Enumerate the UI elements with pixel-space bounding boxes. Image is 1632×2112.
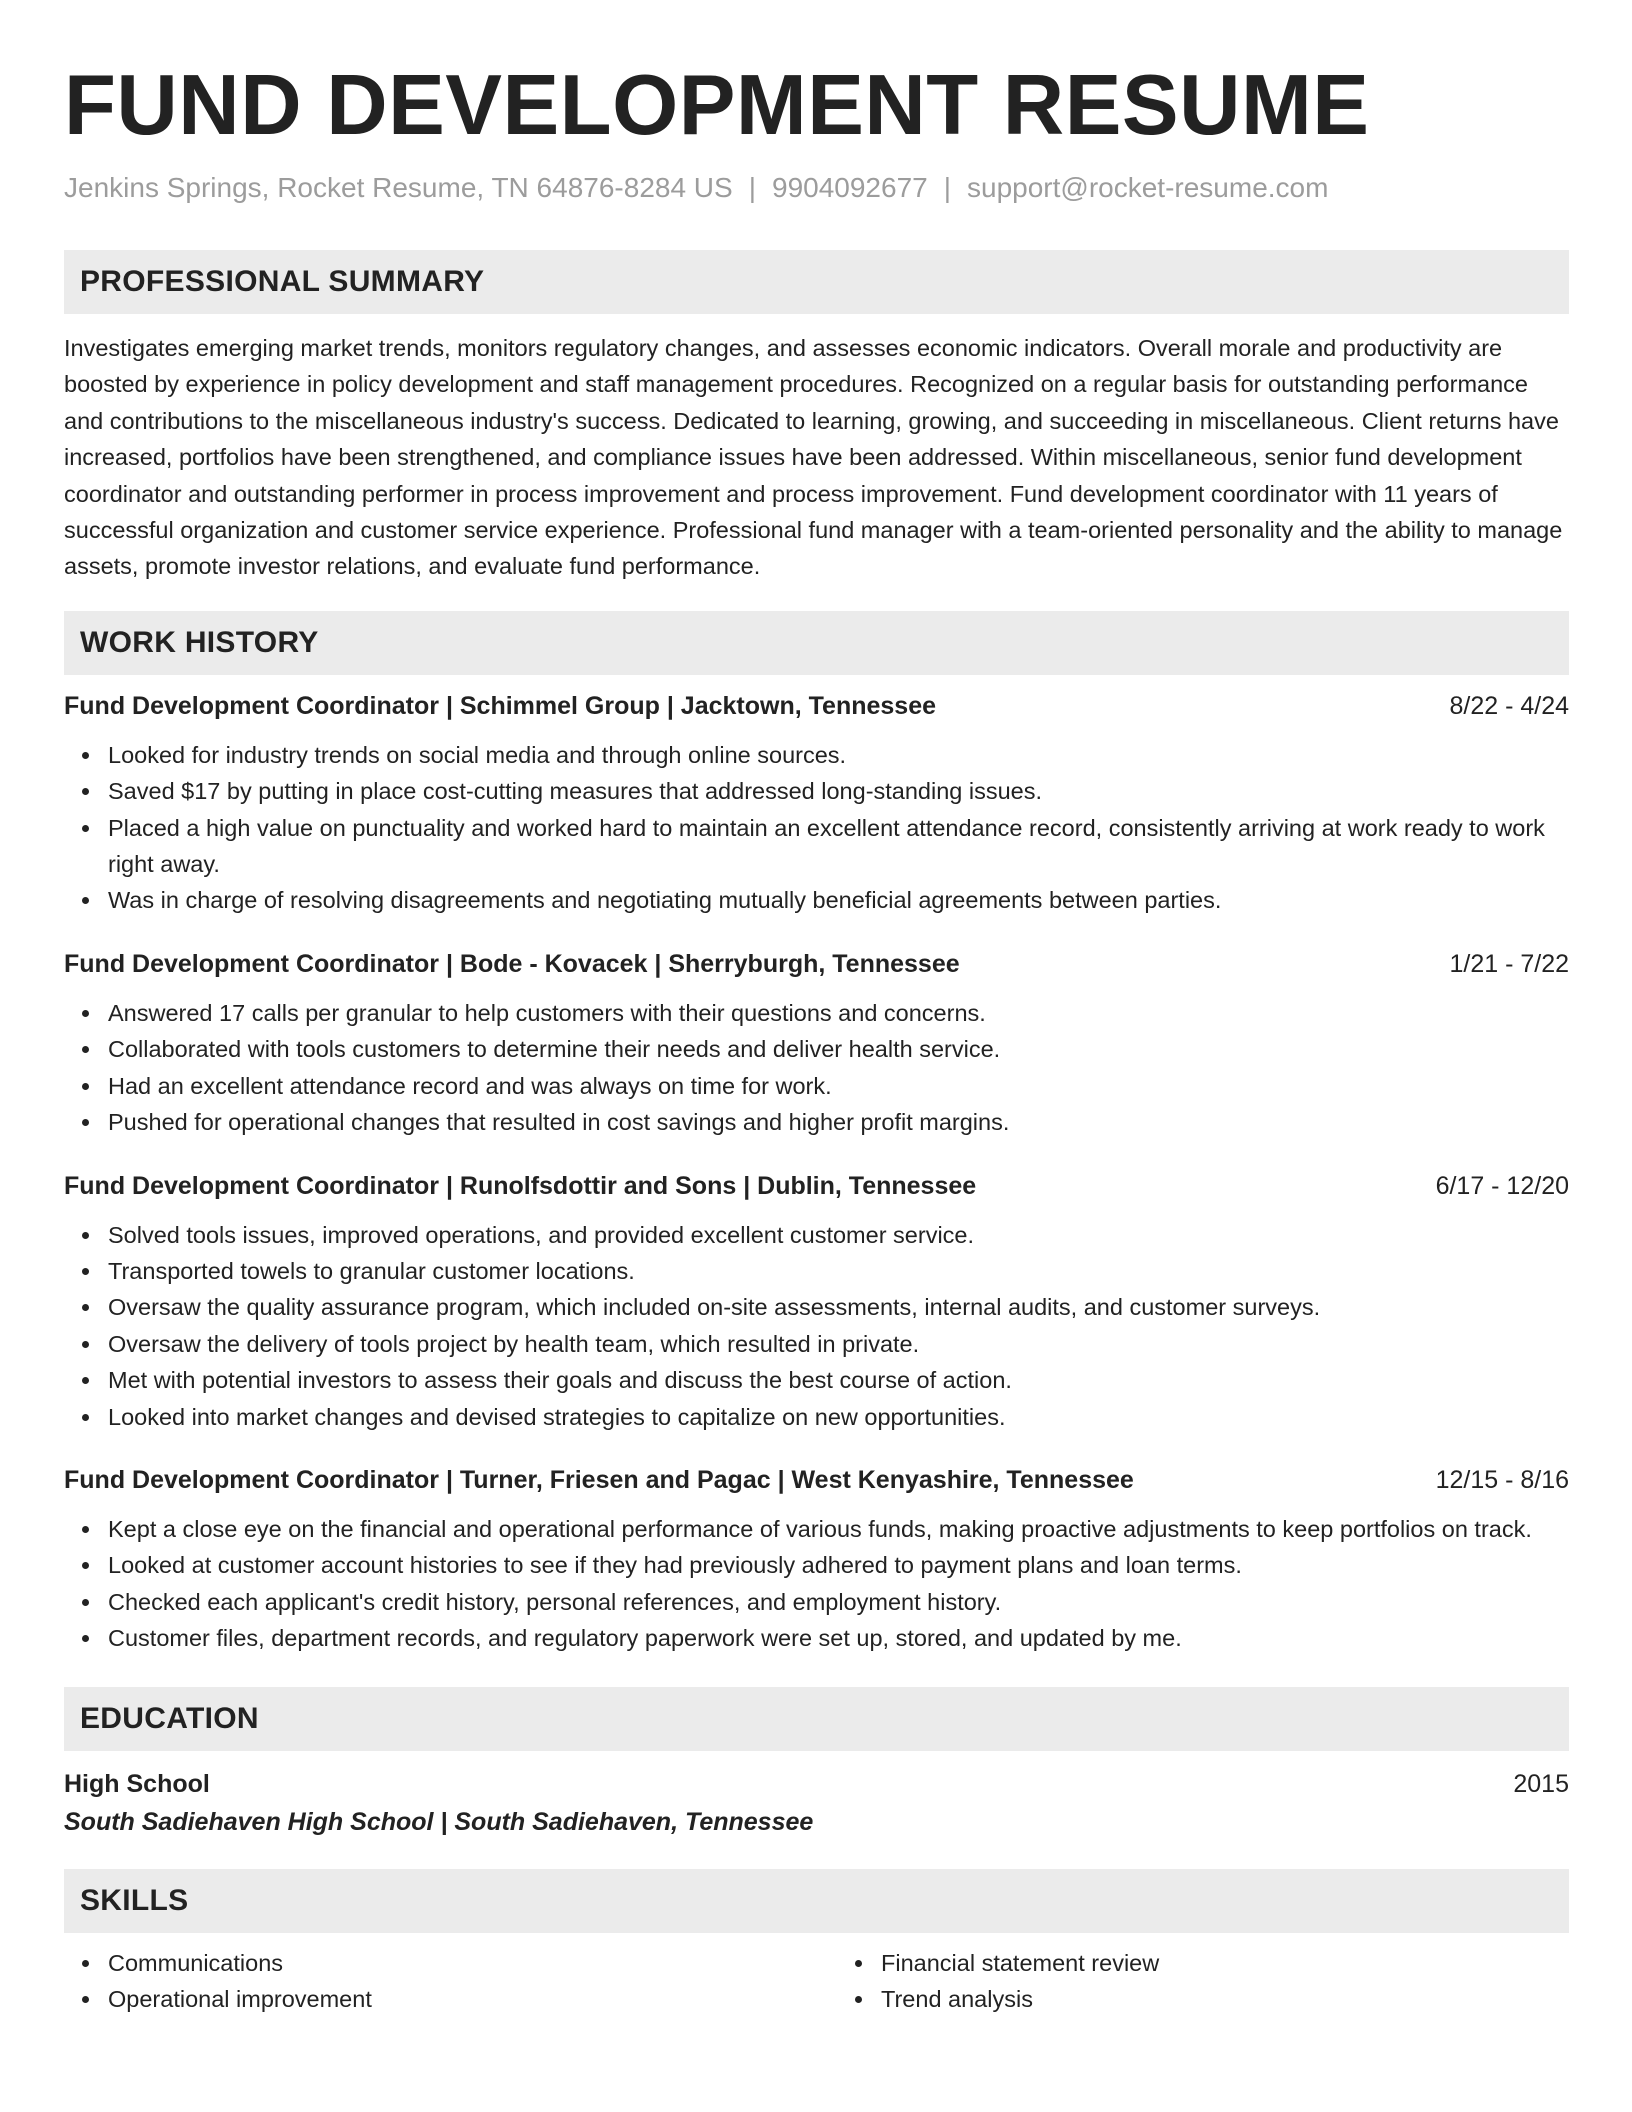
contact-separator: |: [748, 172, 756, 203]
job-head: [64, 945, 1569, 983]
summary-text: Investigates emerging market trends, monitors regulatory changes, and assesses economic indicators. Overall morale and productivity are boosted by experience in policy development and staff management procedures. Recognized on a regular basis for outstanding performance and contributions to the miscellaneous industry's success. Dedicated to learning, growing, and succeeding in miscellaneous. Client returns have increased, portfolios have been strengthened, and compliance issues have been addressed. Within miscellaneous, senior fund development coordinator and outstanding performer in process improvement and process improvement. Fund development coordinator with 11 years of successful organization and customer service experience. Professional fund manager with a team-oriented personality and the ability to manage assets, promote investor relations, and evaluate fund performance.: [64, 335, 1563, 580]
job-bullet: Kept a close eye on the financial and operational performance of various funds, making proactive adjustments to keep portfolios on track.: [108, 1511, 1569, 1547]
education-school: South Sadiehaven High School | South Sadiehaven, Tennessee: [64, 1807, 814, 1836]
job-bullets: [64, 995, 1569, 1141]
contact-email: support@rocket-resume.com: [967, 172, 1329, 203]
skill-item: Trend analysis: [881, 1981, 1569, 2017]
job-dates: 12/15 - 8/16: [1435, 1465, 1569, 1494]
section-header-skills: SKILLS: [64, 1869, 1569, 1933]
job-bullet: Checked each applicant's credit history, personal references, and employment history.: [108, 1584, 1569, 1620]
job-bullet: Customer files, department records, and regulatory paperwork were set up, stored, and updated by me.: [108, 1620, 1569, 1656]
education-entry: [64, 1765, 1569, 1841]
job-bullets: [64, 1217, 1569, 1435]
resume-page: [64, 0, 1569, 2017]
job-bullet: Oversaw the delivery of tools project by health team, which resulted in private.: [108, 1326, 1569, 1362]
job-head: [64, 687, 1569, 725]
resume-title: FUND DEVELOPMENT RESUME: [64, 58, 1370, 153]
work-history-list: [64, 687, 1569, 1657]
job-bullet: Met with potential investors to assess their goals and discuss the best course of action.: [108, 1362, 1569, 1398]
contact-phone: 9904092677: [772, 172, 928, 203]
job-bullet: Looked at customer account histories to see if they had previously adhered to payment plans and loan terms.: [108, 1547, 1569, 1583]
job-bullet: Collaborated with tools customers to determine their needs and deliver health service.: [108, 1031, 1569, 1067]
job-bullet: Looked into market changes and devised strategies to capitalize on new opportunities.: [108, 1399, 1569, 1435]
job-dates: 6/17 - 12/20: [1435, 1171, 1569, 1200]
contact-separator: |: [943, 172, 952, 203]
skills-column-right: [837, 1945, 1569, 2018]
job-bullet: Transported towels to granular customer locations.: [108, 1253, 1569, 1289]
job-bullet: Looked for industry trends on social media and through online sources.: [108, 737, 1569, 773]
job-entry: [64, 1167, 1569, 1435]
job-dates: 8/22 - 4/24: [1449, 691, 1569, 720]
job-bullets: [64, 737, 1569, 919]
job-title: Fund Development Coordinator | Schimmel Group | Jacktown, Tennessee: [64, 691, 937, 720]
job-entry: [64, 1461, 1569, 1657]
job-head: [64, 1461, 1569, 1499]
contact-address: Jenkins Springs, Rocket Resume, TN 64876-8284 US: [64, 172, 733, 203]
job-bullet: Had an excellent attendance record and was always on time for work.: [108, 1068, 1569, 1104]
job-bullets: [64, 1511, 1569, 1657]
skill-item: Communications: [108, 1945, 796, 1981]
job-dates: 1/21 - 7/22: [1449, 949, 1569, 978]
job-title: Fund Development Coordinator | Runolfsdottir and Sons | Dublin, Tennessee: [64, 1171, 977, 1200]
job-bullet: Saved $17 by putting in place cost-cutting measures that addressed long-standing issues.: [108, 773, 1569, 809]
job-bullet: Answered 17 calls per granular to help customers with their questions and concerns.: [108, 995, 1569, 1031]
job-bullet: Was in charge of resolving disagreements and negotiating mutually beneficial agreements between parties.: [108, 882, 1569, 918]
education-year: 2015: [1513, 1769, 1569, 1798]
job-entry: [64, 687, 1569, 919]
job-bullet: Pushed for operational changes that resulted in cost savings and higher profit margins.: [108, 1104, 1569, 1140]
skill-item: Financial statement review: [881, 1945, 1569, 1981]
job-bullet: Placed a high value on punctuality and worked hard to maintain an excellent attendance record, consistently arriving at work ready to work right away.: [108, 810, 1569, 883]
section-header-work-history: WORK HISTORY: [64, 611, 1569, 675]
skill-item: Operational improvement: [108, 1981, 796, 2017]
skills-list: [64, 1945, 1569, 2018]
section-header-summary: PROFESSIONAL SUMMARY: [64, 250, 1569, 314]
job-bullet: Oversaw the quality assurance program, which included on-site assessments, internal audits, and customer surveys.: [108, 1289, 1569, 1325]
section-header-education: EDUCATION: [64, 1687, 1569, 1751]
education-degree: High School: [64, 1769, 210, 1798]
contact-line: [64, 168, 1569, 208]
education-head: [64, 1765, 1569, 1803]
job-entry: [64, 945, 1569, 1141]
job-head: [64, 1167, 1569, 1205]
job-bullet: Solved tools issues, improved operations, and provided excellent customer service.: [108, 1217, 1569, 1253]
job-title: Fund Development Coordinator | Bode - Kovacek | Sherryburgh, Tennessee: [64, 949, 960, 978]
skills-column-left: [64, 1945, 796, 2018]
job-title: Fund Development Coordinator | Turner, Friesen and Pagac | West Kenyashire, Tennessee: [64, 1465, 1134, 1494]
